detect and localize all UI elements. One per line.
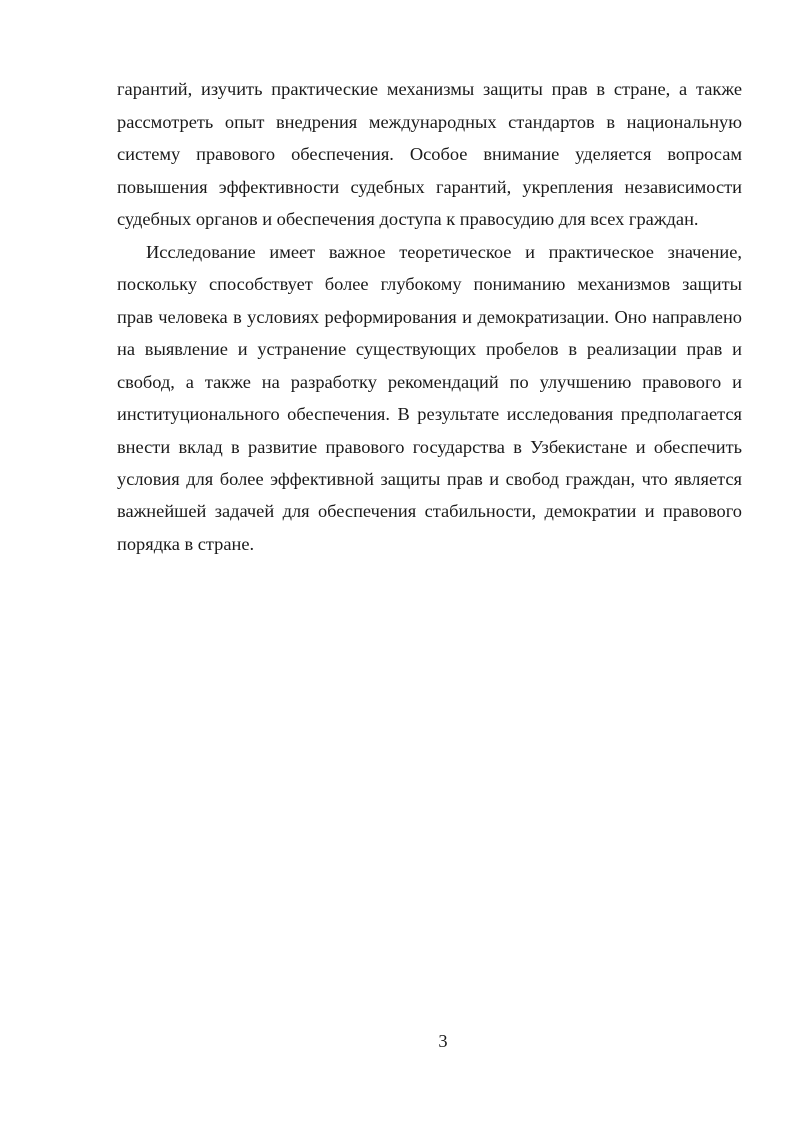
text-line: Исследование имеет важное теоретическое и практическое значение, <box>146 242 742 262</box>
text-line: судебных органов и обеспечения доступа к правосудию для всех граждан. <box>117 209 699 229</box>
text-line: институционального обеспечения. В результате исследования предполагается <box>117 404 742 424</box>
text-line: гарантий, изучить практические механизмы защиты прав в стране, а также <box>117 79 742 99</box>
text-line: прав человека в условиях реформирования и демократизации. Оно направлено <box>117 307 742 327</box>
text-line: поскольку способствует более глубокому пониманию механизмов защиты <box>117 274 742 294</box>
page-number: 3 <box>438 1031 448 1051</box>
text-line: на выявление и устранение существующих пробелов в реализации прав и <box>117 339 742 359</box>
text-line: свобод, а также на разработку рекомендаций по улучшению правового и <box>117 372 742 392</box>
text-line: условия для более эффективной защиты прав и свобод граждан, что является <box>117 469 742 489</box>
text-line: внести вклад в развитие правового государства в Узбекистане и обеспечить <box>117 437 742 457</box>
text-line: систему правового обеспечения. Особое внимание уделяется вопросам <box>117 144 742 164</box>
text-line: порядка в стране. <box>117 534 255 554</box>
text-line: повышения эффективности судебных гарантий, укрепления независимости <box>117 177 742 197</box>
text-line: рассмотреть опыт внедрения международных стандартов в национальную <box>117 112 742 132</box>
text-line: важнейшей задачей для обеспечения стабильности, демократии и правового <box>117 501 742 521</box>
